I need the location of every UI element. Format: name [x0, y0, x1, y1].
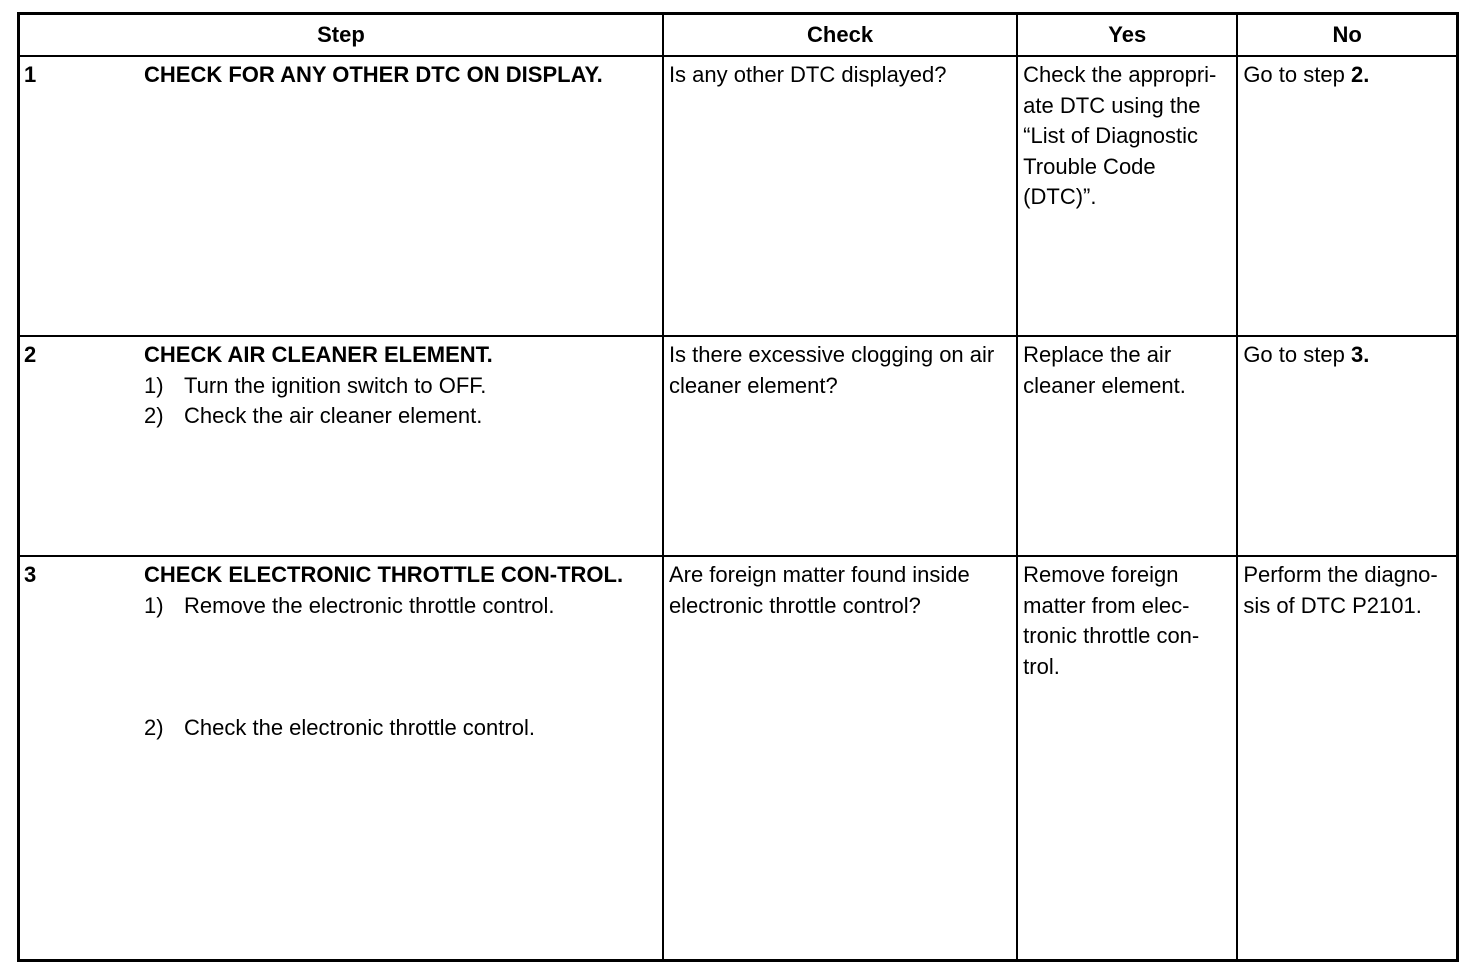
header-row: [19, 14, 1458, 57]
step-number: 2: [24, 342, 37, 367]
check-cell: [663, 336, 1017, 556]
step-cell: [19, 336, 663, 556]
header-yes: Yes: [1017, 14, 1237, 57]
step-cell: [19, 556, 663, 960]
step-title: CHECK ELECTRONIC THROTTLE CON-TROL.: [144, 562, 624, 587]
substep: [144, 401, 651, 432]
substep-text: Turn the ignition switch to OFF.: [184, 372, 487, 398]
yes-text: Check the appropri-ate DTC using the “List of Diagnostic Trouble Code (DTC)”.: [1023, 62, 1217, 209]
check-text: Are foreign matter found inside electronic throttle control?: [668, 562, 970, 618]
yes-cell: [1017, 56, 1237, 336]
no-goto-suffix: .: [1363, 342, 1370, 367]
check-text: Is there excessive clogging on air cleaner element?: [668, 342, 995, 398]
yes-text: Remove foreign matter from elec-tronic throttle con-trol.: [1023, 562, 1200, 679]
substep-spacer: [144, 621, 651, 713]
header-check: Check: [663, 14, 1017, 57]
substep-text: Check the air cleaner element.: [184, 403, 483, 428]
check-cell: [663, 56, 1017, 336]
substep-text: Remove the electronic throttle control.: [184, 592, 555, 618]
header-no: No: [1237, 14, 1457, 57]
no-goto-label: Go to step: [1243, 342, 1345, 367]
no-cell: [1237, 556, 1457, 960]
step-cell: [19, 56, 663, 336]
check-cell: [663, 556, 1017, 960]
step-title: CHECK AIR CLEANER ELEMENT.: [144, 342, 493, 367]
no-goto-step: 2: [1350, 62, 1364, 87]
yes-text: Replace the air cleaner element.: [1023, 342, 1186, 398]
no-text: Perform the diagno-sis of DTC P2101.: [1243, 562, 1438, 618]
step-number: 1: [24, 62, 37, 87]
substep-number: 2): [144, 403, 164, 428]
no-text: [1238, 57, 1456, 91]
no-goto-step: 3: [1350, 342, 1364, 367]
no-text: [1238, 337, 1456, 371]
table-row: [19, 336, 1458, 556]
yes-cell: [1017, 336, 1237, 556]
substep-number: 1): [144, 592, 164, 618]
no-cell: [1237, 56, 1457, 336]
substep-number: 1): [144, 372, 164, 398]
step-title: CHECK FOR ANY OTHER DTC ON DISPLAY.: [144, 62, 603, 87]
step-number: 3: [24, 562, 37, 587]
table-row: [19, 56, 1458, 336]
no-goto-suffix: .: [1363, 62, 1370, 87]
yes-cell: [1017, 556, 1237, 960]
substep-text: Check the electronic throttle control.: [184, 715, 535, 740]
substep: [144, 371, 651, 402]
header-step: Step: [19, 14, 663, 57]
substep: [144, 713, 651, 744]
check-text: Is any other DTC displayed?: [668, 62, 947, 87]
substep: [144, 591, 651, 622]
diagnostic-table: [17, 12, 1459, 962]
no-cell: [1237, 336, 1457, 556]
no-goto-label: Go to step: [1243, 62, 1345, 87]
table-row: [19, 556, 1458, 960]
substep-number: 2): [144, 715, 164, 740]
